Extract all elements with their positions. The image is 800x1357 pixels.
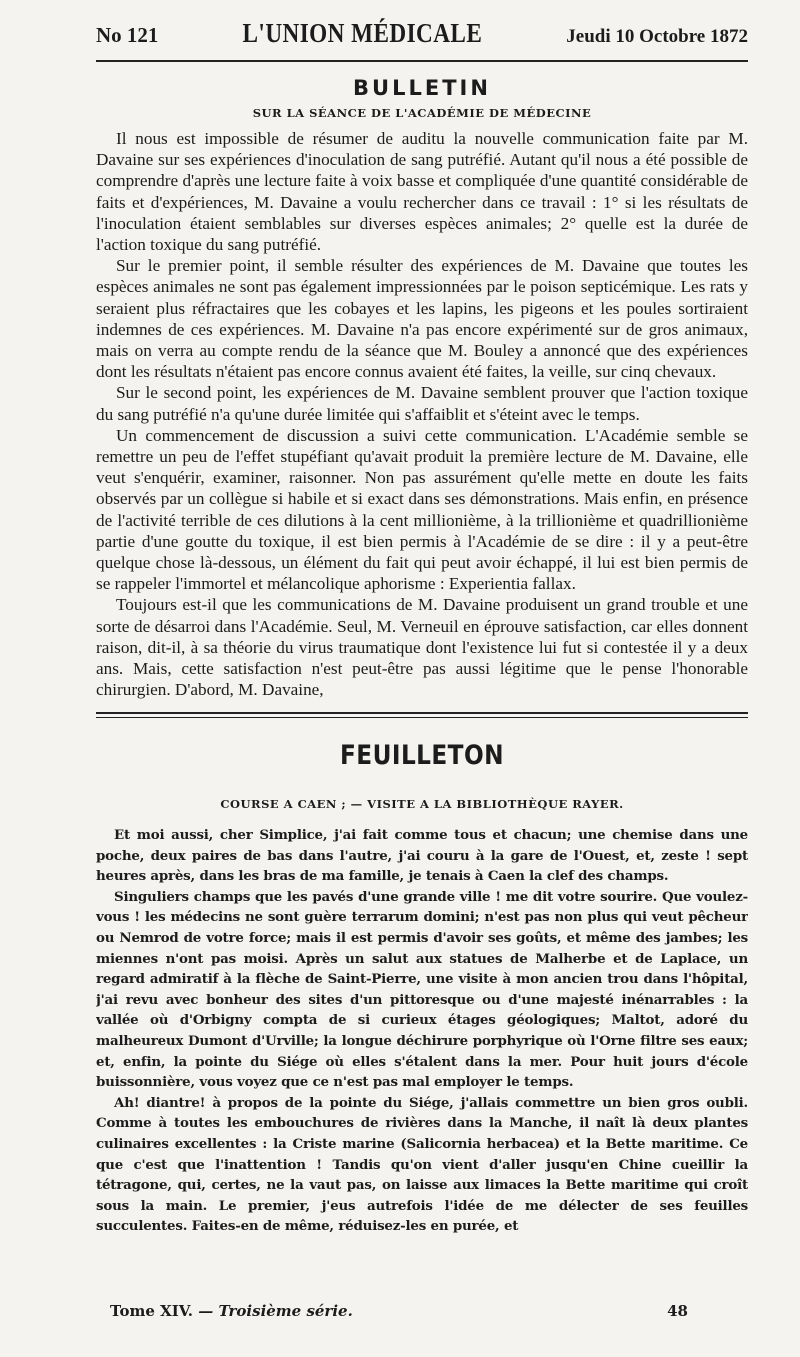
footer-series: — Troisième série. bbox=[198, 1302, 353, 1320]
feuilleton-paragraph: Singuliers champs que les pavés d'une grande ville ! me dit votre sourire. Que voulez-vous ! les médecins ne sont guère terrarum domini; n'est pas non plus qui veut pêcheur ou Nemrod de votre force; mais il est permis d'avoir ses goûts, et même des jambes; les miennes n'ont pas moisi. Après un salut aux statues de Malherbe et de Laplace, un regard admiratif à la flèche de Saint-Pierre, une visite à mon ancien trou dans l'hôpital, j'ai revu avec bonheur des sites d'un pittoresque ou d'une majesté inénarrables : la vallée où d'Orbigny compta de si curieux étages géologiques; Maltot, adoré du malheureux Dumont d'Urville; la longue déchirure porphyrique où l'Orne filtre ses eaux; et, enfin, la pointe du Siége où elles s'étalent dans la mer. Pour huit jours d'école buissonnière, vous voyez que ce n'est pas mal employer le temps. bbox=[96, 888, 748, 1091]
feuilleton-paragraph: Et moi aussi, cher Simplice, j'ai fait comme tous et chacun; une chemise dans une poche, deux paires de bas dans l'autre, j'ai couru à la gare de l'Ouest, et, zeste ! sept heures après, dans les bras de ma famille, je tenais à Caen la clef des champs. bbox=[96, 827, 748, 885]
bulletin-title: BULLETIN bbox=[353, 76, 491, 100]
footer-volume: Tome XIV. bbox=[110, 1302, 193, 1320]
masthead-rule bbox=[96, 60, 748, 62]
bulletin-paragraph: Sur le second point, les expériences de M. Davaine semblent prouver que l'action toxique du sang putréfié n'a qu'une durée limitée qui s'affaiblit et s'éteint avec le temps. bbox=[96, 383, 748, 424]
feuilleton-subtitle: COURSE A CAEN ; — VISITE A LA BIBLIOTHÈQUE RAYER. bbox=[220, 797, 624, 811]
page-footer bbox=[110, 1302, 688, 1320]
footer-page-number: 48 bbox=[667, 1302, 688, 1320]
footer-volume-line bbox=[110, 1302, 353, 1320]
issue-number: No 121 bbox=[96, 23, 159, 47]
issue-date: Jeudi 10 Octobre 1872 bbox=[566, 26, 748, 47]
bulletin-paragraph: Un commencement de discussion a suivi cette communication. L'Académie semble se remettre un peu de l'effet stupéfiant qu'avait produit la première lecture de M. Davaine, elle veut s'enquérir, examiner, raisonner. Non pas assurément qu'elle mette en doute les faits observés par un collègue si habile et si exact dans ses démonstrations. Mais enfin, en présence de l'activité terrible de ces dilutions à la cent millionième, à la trillionième et quadrillionième partie d'une goutte du toxique, il est bien permis à l'Académie de se dire : il y a peut-être quelque chose là-dessous, un élément du fait qui peut avoir échappé, il lui est bien permis de se rappeler l'immortel et mélancolique aphorisme : Experientia fallax. bbox=[96, 425, 748, 594]
feuilleton-body bbox=[96, 825, 748, 1255]
feuilleton-divider bbox=[96, 712, 748, 718]
bulletin-subtitle: SUR LA SÉANCE DE L'ACADÉMIE DE MÉDECINE bbox=[252, 106, 592, 120]
journal-title: L'UNION MÉDICALE bbox=[242, 18, 483, 48]
bulletin-paragraph: Il nous est impossible de résumer de auditu la nouvelle communication faite par M. Davaine sur ses expériences d'inoculation de sang putréfié. Autant qu'il nous a été possible de comprendre d'après une lecture faite à voix basse et compliquée d'une quantité considérable de faits et d'expériences, M. Davaine a voulu rechercher dans ce travail : 1° si les résultats de l'inoculation étaient semblables sur diverses espèces animales; 2° quelle est la durée de l'action toxique du sang putréfié. bbox=[96, 129, 748, 255]
feuilleton-title: FEUILLETON bbox=[340, 740, 504, 771]
bulletin-paragraph: Toujours est-il que les communications de M. Davaine produisent un grand trouble et une sorte de désarroi dans l'Académie. Seul, M. Verneuil en éprouve satisfaction, car elles donnent raison, dit-il, à sa théorie du virus traumatique dont l'existence lui fut si contestée il y a deux ans. Mais, cette satisfaction n'est peut-être pas aussi légitime que le pense l'honorable chirurgien. D'abord, M. Davaine, bbox=[96, 595, 748, 700]
feuilleton-paragraph: Ah! diantre! à propos de la pointe du Siége, j'allais commettre un bien gros oubli. Comme à toutes les embouchures de rivières dans la Manche, il naît là deux plantes culinaires excellentes : la Criste marine (Salicornia herbacea) et la Bette maritime. Ce que c'est que l'inattention ! Tandis qu'on vient d'aller jusqu'en Chine cueillir la tétragone, qui, certes, ne la vaut pas, on laisse aux limaces la Bette maritime qui croît sous la main. Le premier, j'eus autrefois l'idée de me délecter de ses feuilles succulentes. Faites-en de même, réduisez-les en purée, et bbox=[96, 1094, 748, 1235]
masthead bbox=[96, 18, 748, 56]
bulletin-body bbox=[96, 128, 748, 712]
bulletin-paragraph: Sur le premier point, il semble résulter des expériences de M. Davaine que toutes les espèces animales ne sont pas également impressionnées par le poison septicémique. Les rats y seraient plus réfractaires que les cobayes et les lapins, les pigeons et les poules sortiraient indemnes de ces expériences. M. Davaine n'a pas encore expérimenté sur de gros animaux, mais on verra au compte rendu de la séance que M. Bouley a annoncé que des expériences dont les résultats n'étaient pas encore connus avaient été faites, la veille, sur cinq chevaux. bbox=[96, 256, 748, 382]
